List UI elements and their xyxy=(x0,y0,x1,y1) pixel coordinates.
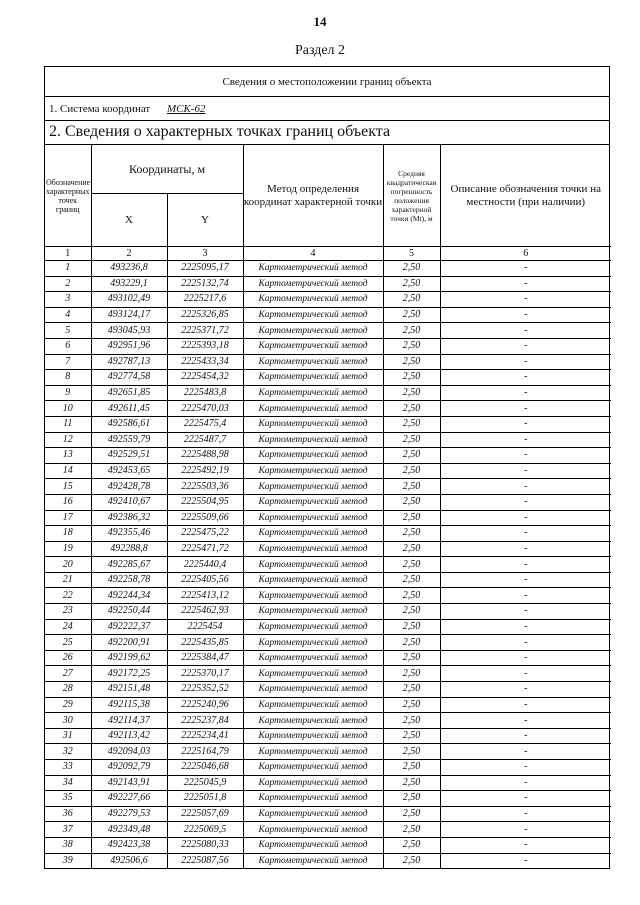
cell-description: - xyxy=(440,572,611,588)
cell-precision: 2,50 xyxy=(383,261,440,277)
cell-point-number: 28 xyxy=(45,682,91,698)
cell-method: Картометрический метод xyxy=(243,494,383,510)
cell-x: 492288,8 xyxy=(91,541,167,557)
column-number: 5 xyxy=(383,247,440,261)
cell-method: Картометрический метод xyxy=(243,276,383,292)
cell-method: Картометрический метод xyxy=(243,261,383,277)
cell-y: 2225045,9 xyxy=(167,775,243,791)
cell-point-number: 35 xyxy=(45,791,91,807)
cell-y: 2225095,17 xyxy=(167,261,243,277)
cell-y: 2225087,56 xyxy=(167,853,243,868)
cell-point-number: 3 xyxy=(45,292,91,308)
cell-point-number: 34 xyxy=(45,775,91,791)
cell-description: - xyxy=(440,494,611,510)
cell-precision: 2,50 xyxy=(383,541,440,557)
cell-description: - xyxy=(440,697,611,713)
cell-description: - xyxy=(440,713,611,729)
cell-point-number: 18 xyxy=(45,526,91,542)
cell-x: 492258,78 xyxy=(91,572,167,588)
cell-description: - xyxy=(440,510,611,526)
header-precision: Средняя квадратическая погрешность положения характерной точки (Mt), м xyxy=(383,145,440,247)
cell-precision: 2,50 xyxy=(383,432,440,448)
cell-x: 492244,34 xyxy=(91,588,167,604)
table-row xyxy=(45,572,611,588)
cell-description: - xyxy=(440,604,611,620)
cell-x: 492143,91 xyxy=(91,775,167,791)
cell-precision: 2,50 xyxy=(383,385,440,401)
cell-point-number: 36 xyxy=(45,806,91,822)
cell-y: 2225454,32 xyxy=(167,370,243,386)
table-row xyxy=(45,432,611,448)
cell-point-number: 39 xyxy=(45,853,91,868)
cell-method: Картометрический метод xyxy=(243,479,383,495)
cell-method: Картометрический метод xyxy=(243,837,383,853)
cell-description: - xyxy=(440,806,611,822)
cell-point-number: 29 xyxy=(45,697,91,713)
cell-description: - xyxy=(440,744,611,760)
cell-x: 492199,62 xyxy=(91,650,167,666)
cell-point-number: 31 xyxy=(45,728,91,744)
cell-y: 2225504,95 xyxy=(167,494,243,510)
cell-point-number: 13 xyxy=(45,448,91,464)
cell-description: - xyxy=(440,635,611,651)
cell-x: 493102,49 xyxy=(91,292,167,308)
cell-x: 492506,6 xyxy=(91,853,167,868)
table-row xyxy=(45,619,611,635)
cell-point-number: 7 xyxy=(45,354,91,370)
cell-precision: 2,50 xyxy=(383,338,440,354)
cell-method: Картометрический метод xyxy=(243,853,383,868)
cell-method: Картометрический метод xyxy=(243,307,383,323)
points-section-title: 2. Сведения о характерных точках границ объекта xyxy=(45,121,609,145)
cell-description: - xyxy=(440,416,611,432)
coord-system-value: МСК-62 xyxy=(166,103,206,115)
cell-precision: 2,50 xyxy=(383,416,440,432)
cell-x: 492114,37 xyxy=(91,713,167,729)
cell-method: Картометрический метод xyxy=(243,604,383,620)
cell-point-number: 10 xyxy=(45,401,91,417)
cell-x: 493236,8 xyxy=(91,261,167,277)
table-row xyxy=(45,650,611,666)
table-row xyxy=(45,401,611,417)
cell-x: 493124,17 xyxy=(91,307,167,323)
cell-precision: 2,50 xyxy=(383,557,440,573)
header-x: X xyxy=(91,194,167,247)
table-row xyxy=(45,541,611,557)
cell-x: 493045,93 xyxy=(91,323,167,339)
table-body xyxy=(45,247,611,869)
column-number-row xyxy=(45,247,611,261)
table-row xyxy=(45,510,611,526)
column-number: 2 xyxy=(91,247,167,261)
cell-precision: 2,50 xyxy=(383,370,440,386)
cell-precision: 2,50 xyxy=(383,479,440,495)
cell-point-number: 33 xyxy=(45,760,91,776)
cell-method: Картометрический метод xyxy=(243,463,383,479)
cell-precision: 2,50 xyxy=(383,822,440,838)
coord-system-row xyxy=(45,97,609,121)
cell-precision: 2,50 xyxy=(383,463,440,479)
cell-y: 2225132,74 xyxy=(167,276,243,292)
cell-point-number: 12 xyxy=(45,432,91,448)
cell-precision: 2,50 xyxy=(383,635,440,651)
cell-x: 492586,61 xyxy=(91,416,167,432)
cell-x: 492349,48 xyxy=(91,822,167,838)
cell-y: 2225503,36 xyxy=(167,479,243,495)
table-row xyxy=(45,557,611,573)
cell-y: 2225462,93 xyxy=(167,604,243,620)
cell-precision: 2,50 xyxy=(383,604,440,620)
cell-description: - xyxy=(440,650,611,666)
cell-method: Картометрический метод xyxy=(243,323,383,339)
cell-method: Картометрический метод xyxy=(243,338,383,354)
cell-x: 492559,79 xyxy=(91,432,167,448)
cell-method: Картометрический метод xyxy=(243,713,383,729)
table-title: Сведения о местоположении границ объекта xyxy=(45,67,609,97)
cell-description: - xyxy=(440,385,611,401)
cell-point-number: 25 xyxy=(45,635,91,651)
cell-precision: 2,50 xyxy=(383,276,440,292)
cell-method: Картометрический метод xyxy=(243,728,383,744)
cell-point-number: 27 xyxy=(45,666,91,682)
cell-method: Картометрический метод xyxy=(243,448,383,464)
table-row xyxy=(45,837,611,853)
table-row xyxy=(45,448,611,464)
cell-description: - xyxy=(440,323,611,339)
cell-description: - xyxy=(440,619,611,635)
table-row xyxy=(45,463,611,479)
table-row xyxy=(45,370,611,386)
cell-x: 492787,13 xyxy=(91,354,167,370)
table-row xyxy=(45,713,611,729)
table-row xyxy=(45,479,611,495)
cell-method: Картометрический метод xyxy=(243,541,383,557)
cell-y: 2225326,85 xyxy=(167,307,243,323)
table-row xyxy=(45,588,611,604)
table-row xyxy=(45,526,611,542)
cell-description: - xyxy=(440,448,611,464)
cell-method: Картометрический метод xyxy=(243,760,383,776)
cell-description: - xyxy=(440,479,611,495)
cell-precision: 2,50 xyxy=(383,526,440,542)
cell-y: 2225435,85 xyxy=(167,635,243,651)
table-row xyxy=(45,292,611,308)
cell-y: 2225217,6 xyxy=(167,292,243,308)
cell-point-number: 15 xyxy=(45,479,91,495)
cell-x: 492115,38 xyxy=(91,697,167,713)
cell-description: - xyxy=(440,354,611,370)
cell-x: 492951,96 xyxy=(91,338,167,354)
cell-point-number: 6 xyxy=(45,338,91,354)
cell-method: Картометрический метод xyxy=(243,416,383,432)
cell-method: Картометрический метод xyxy=(243,619,383,635)
cell-point-number: 32 xyxy=(45,744,91,760)
cell-x: 492250,44 xyxy=(91,604,167,620)
section-title: Раздел 2 xyxy=(294,43,346,58)
cell-precision: 2,50 xyxy=(383,448,440,464)
column-number: 1 xyxy=(45,247,91,261)
table-row xyxy=(45,494,611,510)
cell-x: 492279,53 xyxy=(91,806,167,822)
cell-description: - xyxy=(440,775,611,791)
table-row xyxy=(45,635,611,651)
cell-precision: 2,50 xyxy=(383,307,440,323)
table-row xyxy=(45,666,611,682)
table-row xyxy=(45,276,611,292)
cell-description: - xyxy=(440,307,611,323)
table-row xyxy=(45,760,611,776)
cell-x: 492092,79 xyxy=(91,760,167,776)
table-row xyxy=(45,806,611,822)
cell-precision: 2,50 xyxy=(383,572,440,588)
table-row xyxy=(45,261,611,277)
cell-precision: 2,50 xyxy=(383,760,440,776)
cell-description: - xyxy=(440,760,611,776)
cell-precision: 2,50 xyxy=(383,650,440,666)
cell-description: - xyxy=(440,432,611,448)
cell-y: 2225080,33 xyxy=(167,837,243,853)
cell-precision: 2,50 xyxy=(383,588,440,604)
cell-method: Картометрический метод xyxy=(243,526,383,542)
cell-method: Картометрический метод xyxy=(243,775,383,791)
cell-precision: 2,50 xyxy=(383,791,440,807)
cell-precision: 2,50 xyxy=(383,494,440,510)
column-number: 6 xyxy=(440,247,611,261)
cell-precision: 2,50 xyxy=(383,713,440,729)
cell-y: 2225509,66 xyxy=(167,510,243,526)
cell-y: 2225475,4 xyxy=(167,416,243,432)
cell-y: 2225440,4 xyxy=(167,557,243,573)
header-method: Метод определения координат характерной точки xyxy=(243,145,383,247)
cell-point-number: 17 xyxy=(45,510,91,526)
cell-point-number: 22 xyxy=(45,588,91,604)
cell-precision: 2,50 xyxy=(383,837,440,853)
cell-y: 2225471,72 xyxy=(167,541,243,557)
cell-method: Картометрический метод xyxy=(243,354,383,370)
cell-y: 2225046,68 xyxy=(167,760,243,776)
cell-x: 492529,51 xyxy=(91,448,167,464)
cell-point-number: 37 xyxy=(45,822,91,838)
cell-x: 492113,42 xyxy=(91,728,167,744)
cell-point-number: 38 xyxy=(45,837,91,853)
cell-precision: 2,50 xyxy=(383,806,440,822)
cell-y: 2225370,17 xyxy=(167,666,243,682)
cell-y: 2225069,5 xyxy=(167,822,243,838)
cell-x: 492172,25 xyxy=(91,666,167,682)
table-row xyxy=(45,682,611,698)
cell-y: 2225384,47 xyxy=(167,650,243,666)
cell-point-number: 9 xyxy=(45,385,91,401)
cell-x: 492094,03 xyxy=(91,744,167,760)
cell-y: 2225352,52 xyxy=(167,682,243,698)
cell-y: 2225433,34 xyxy=(167,354,243,370)
cell-precision: 2,50 xyxy=(383,853,440,868)
cell-x: 492151,48 xyxy=(91,682,167,698)
header-description: Описание обозначения точки на местности (при наличии) xyxy=(440,145,611,247)
cell-precision: 2,50 xyxy=(383,775,440,791)
table-row xyxy=(45,744,611,760)
table-row xyxy=(45,822,611,838)
cell-description: - xyxy=(440,822,611,838)
cell-description: - xyxy=(440,557,611,573)
cell-y: 2225487,7 xyxy=(167,432,243,448)
cell-description: - xyxy=(440,853,611,868)
cell-y: 2225237,84 xyxy=(167,713,243,729)
cell-y: 2225483,8 xyxy=(167,385,243,401)
cell-y: 2225488,98 xyxy=(167,448,243,464)
cell-point-number: 26 xyxy=(45,650,91,666)
cell-description: - xyxy=(440,261,611,277)
cell-point-number: 24 xyxy=(45,619,91,635)
cell-precision: 2,50 xyxy=(383,292,440,308)
cell-precision: 2,50 xyxy=(383,728,440,744)
cell-x: 492651,85 xyxy=(91,385,167,401)
cell-description: - xyxy=(440,728,611,744)
cell-point-number: 14 xyxy=(45,463,91,479)
cell-y: 2225371,72 xyxy=(167,323,243,339)
cell-precision: 2,50 xyxy=(383,744,440,760)
table-row xyxy=(45,775,611,791)
cell-y: 2225057,69 xyxy=(167,806,243,822)
cell-precision: 2,50 xyxy=(383,401,440,417)
cell-method: Картометрический метод xyxy=(243,650,383,666)
cell-description: - xyxy=(440,682,611,698)
cell-y: 2225405,56 xyxy=(167,572,243,588)
cell-x: 493229,1 xyxy=(91,276,167,292)
cell-y: 2225240,96 xyxy=(167,697,243,713)
cell-method: Картометрический метод xyxy=(243,385,383,401)
cell-precision: 2,50 xyxy=(383,323,440,339)
cell-method: Картометрический метод xyxy=(243,510,383,526)
cell-method: Картометрический метод xyxy=(243,791,383,807)
table-row xyxy=(45,338,611,354)
cell-method: Картометрический метод xyxy=(243,292,383,308)
cell-point-number: 21 xyxy=(45,572,91,588)
table-row xyxy=(45,791,611,807)
cell-point-number: 2 xyxy=(45,276,91,292)
cell-method: Картометрический метод xyxy=(243,682,383,698)
cell-y: 2225234,41 xyxy=(167,728,243,744)
header-coordinates: Координаты, м xyxy=(91,145,243,194)
cell-point-number: 20 xyxy=(45,557,91,573)
cell-x: 492423,38 xyxy=(91,837,167,853)
cell-y: 2225164,79 xyxy=(167,744,243,760)
boundary-sheet xyxy=(44,66,610,869)
cell-method: Картометрический метод xyxy=(243,370,383,386)
cell-precision: 2,50 xyxy=(383,682,440,698)
points-table xyxy=(45,145,611,868)
cell-x: 492355,46 xyxy=(91,526,167,542)
cell-description: - xyxy=(440,588,611,604)
table-row xyxy=(45,728,611,744)
table-row xyxy=(45,354,611,370)
cell-x: 492222,37 xyxy=(91,619,167,635)
cell-description: - xyxy=(440,541,611,557)
cell-method: Картометрический метод xyxy=(243,635,383,651)
cell-point-number: 4 xyxy=(45,307,91,323)
cell-y: 2225051,8 xyxy=(167,791,243,807)
cell-method: Картометрический метод xyxy=(243,557,383,573)
cell-precision: 2,50 xyxy=(383,697,440,713)
cell-x: 492386,32 xyxy=(91,510,167,526)
cell-description: - xyxy=(440,292,611,308)
cell-y: 2225475,22 xyxy=(167,526,243,542)
cell-description: - xyxy=(440,463,611,479)
cell-x: 492611,45 xyxy=(91,401,167,417)
cell-x: 492453,65 xyxy=(91,463,167,479)
cell-point-number: 11 xyxy=(45,416,91,432)
cell-point-number: 1 xyxy=(45,261,91,277)
cell-x: 492428,78 xyxy=(91,479,167,495)
cell-method: Картометрический метод xyxy=(243,572,383,588)
cell-method: Картометрический метод xyxy=(243,822,383,838)
cell-description: - xyxy=(440,276,611,292)
cell-point-number: 30 xyxy=(45,713,91,729)
cell-description: - xyxy=(440,401,611,417)
cell-x: 492285,67 xyxy=(91,557,167,573)
coord-system-label: 1. Система координат xyxy=(49,103,151,115)
cell-method: Картометрический метод xyxy=(243,401,383,417)
cell-method: Картометрический метод xyxy=(243,806,383,822)
cell-x: 492227,66 xyxy=(91,791,167,807)
cell-method: Картометрический метод xyxy=(243,666,383,682)
table-row xyxy=(45,323,611,339)
cell-description: - xyxy=(440,370,611,386)
table-row xyxy=(45,416,611,432)
cell-point-number: 23 xyxy=(45,604,91,620)
cell-method: Картометрический метод xyxy=(243,744,383,760)
table-row xyxy=(45,853,611,868)
cell-x: 492410,67 xyxy=(91,494,167,510)
page-number: 14 xyxy=(313,14,327,29)
cell-point-number: 16 xyxy=(45,494,91,510)
table-row xyxy=(45,307,611,323)
cell-precision: 2,50 xyxy=(383,354,440,370)
cell-description: - xyxy=(440,791,611,807)
cell-point-number: 19 xyxy=(45,541,91,557)
cell-point-number: 8 xyxy=(45,370,91,386)
header-y: Y xyxy=(167,194,243,247)
table-row xyxy=(45,604,611,620)
table-row xyxy=(45,697,611,713)
header-designation: Обозначение характерных точек границ xyxy=(45,145,91,247)
cell-y: 2225470,03 xyxy=(167,401,243,417)
cell-method: Картометрический метод xyxy=(243,432,383,448)
cell-precision: 2,50 xyxy=(383,510,440,526)
cell-y: 2225413,12 xyxy=(167,588,243,604)
cell-method: Картометрический метод xyxy=(243,697,383,713)
column-number: 4 xyxy=(243,247,383,261)
cell-description: - xyxy=(440,666,611,682)
cell-x: 492200,91 xyxy=(91,635,167,651)
column-number: 3 xyxy=(167,247,243,261)
table-row xyxy=(45,385,611,401)
cell-y: 2225454 xyxy=(167,619,243,635)
cell-y: 2225393,18 xyxy=(167,338,243,354)
cell-y: 2225492,19 xyxy=(167,463,243,479)
cell-point-number: 5 xyxy=(45,323,91,339)
cell-x: 492774,58 xyxy=(91,370,167,386)
cell-method: Картометрический метод xyxy=(243,588,383,604)
cell-precision: 2,50 xyxy=(383,666,440,682)
cell-precision: 2,50 xyxy=(383,619,440,635)
cell-description: - xyxy=(440,338,611,354)
cell-description: - xyxy=(440,526,611,542)
cell-description: - xyxy=(440,837,611,853)
